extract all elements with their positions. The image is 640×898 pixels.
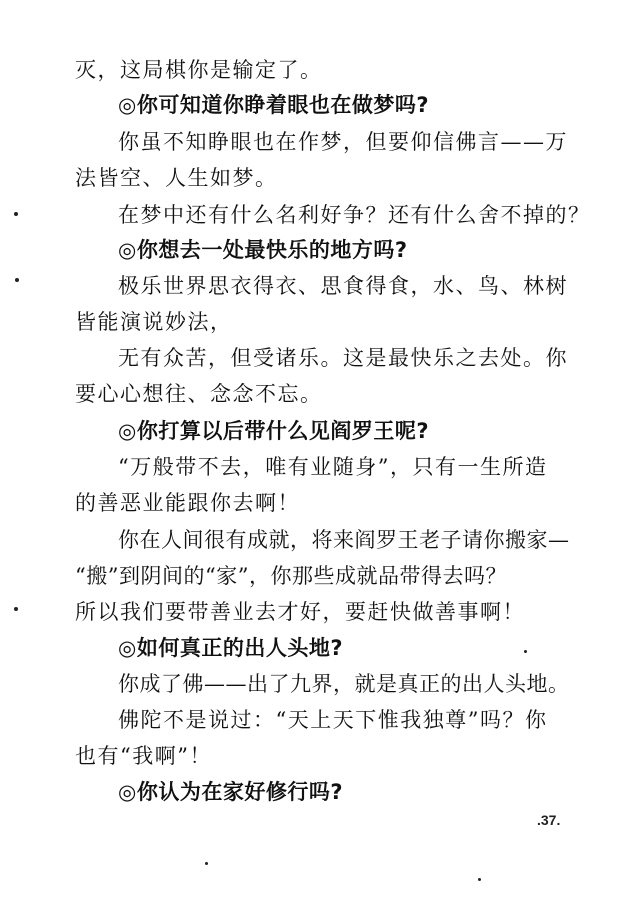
text-line: 极乐世界思衣得衣、思食得食，水、鸟、林树 (118, 274, 568, 298)
scan-speck (205, 862, 208, 865)
text-line: 也有“我啊”！ (75, 744, 212, 768)
question-heading: ◎如何真正的出人头地? (118, 636, 344, 660)
text-line: 佛陀不是说过：“天上天下惟我独尊”吗？你 (118, 708, 548, 732)
text-line: 在梦中还有什么名利好争？还有什么舍不掉的？ (118, 203, 591, 227)
page-number: .37. (537, 812, 561, 828)
text-line: “万般带不去，唯有业随身”，只有一生所造 (118, 455, 548, 479)
text-line: 你虽不知睁眼也在作梦，但要仰信佛言——万 (118, 130, 568, 154)
text-line: “搬”到阴间的“家”，你那些成就品带得去吗？ (75, 564, 507, 588)
text-line: 所以我们要带善业去才好，要赶快做善事啊！ (75, 600, 525, 624)
text-line: 灭，这局棋你是输定了。 (75, 58, 323, 82)
text-line: 你成了佛——出了九界，就是真正的出人头地。 (118, 672, 570, 696)
text-line: 你在人间很有成就，将来阎罗王老子请你搬家— (118, 528, 570, 552)
scan-speck (14, 212, 18, 216)
text-line: 要心心想往、念念不忘。 (75, 382, 323, 406)
scan-speck (15, 278, 19, 282)
scan-speck (14, 607, 18, 611)
scan-speck (524, 650, 527, 653)
text-line: 的善恶业能跟你去啊！ (75, 491, 300, 515)
text-line: 法皆空、人生如梦。 (75, 166, 278, 190)
text-line: 无有众苦，但受诸乐。这是最快乐之去处。你 (118, 346, 568, 370)
question-heading: ◎你可知道你睁着眼也在做梦吗? (118, 93, 430, 117)
question-heading: ◎你想去一处最快乐的地方吗? (118, 238, 408, 262)
question-heading: ◎你打算以后带什么见阎罗王呢? (118, 419, 430, 443)
question-heading: ◎你认为在家好修行吗? (118, 780, 344, 804)
text-line: 皆能演说妙法， (75, 310, 233, 334)
scan-speck (478, 878, 481, 881)
